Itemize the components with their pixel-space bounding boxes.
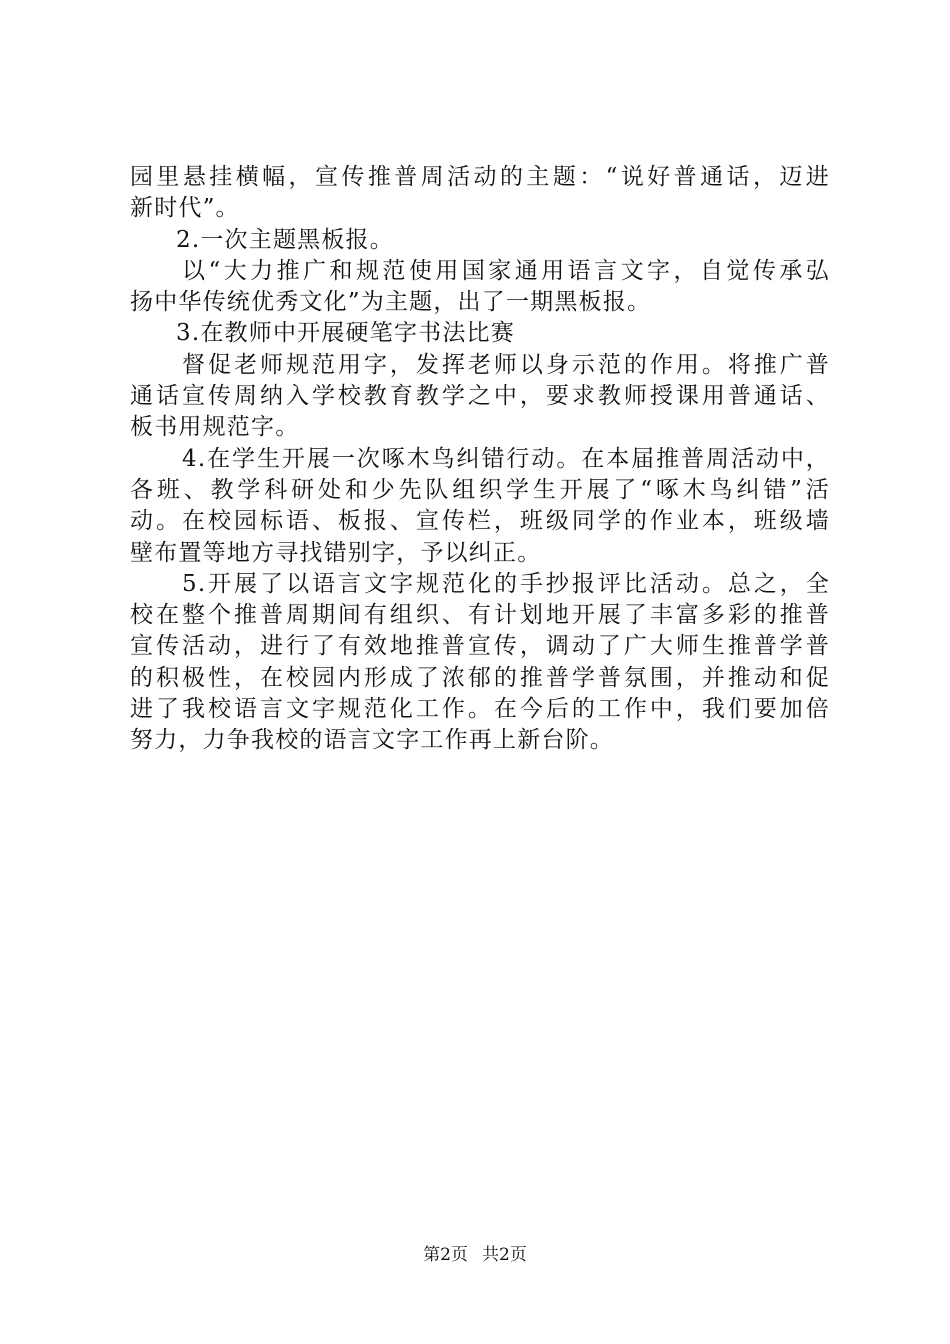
paragraph-line: 壁布置等地方寻找错别字，予以纠正。 xyxy=(130,539,542,566)
list-heading: 3.在教师中开展硬笔字书法比赛 xyxy=(176,320,515,347)
paragraph-line: 督促老师规范用字，发挥老师以身示范的作用。将推广普 xyxy=(182,351,830,378)
paragraph-line: 动。在校园标语、板报、宣传栏，班级同学的作业本，班级墙 xyxy=(130,508,830,535)
paragraph-line: 扬中华传统优秀文化”为主题，出了一期黑板报。 xyxy=(130,289,652,316)
paragraph-line: 校在整个推普周期间有组织、有计划地开展了丰富多彩的推普 xyxy=(130,602,830,629)
list-heading: 2.一次主题黑板报。 xyxy=(176,226,394,253)
page-number: 第2页 xyxy=(423,1245,468,1265)
paragraph-line: 进了我校语言文字规范化工作。在今后的工作中，我们要加倍 xyxy=(130,696,830,723)
paragraph-line: 园里悬挂横幅，宣传推普周活动的主题：“说好普通话，迈进 xyxy=(130,164,830,190)
page-footer xyxy=(0,1240,950,1265)
list-heading: 5.开展了以语言文字规范化的手抄报评比活动。总之，全 xyxy=(182,570,830,597)
document-body xyxy=(130,162,830,757)
paragraph-line: 板书用规范字。 xyxy=(130,414,300,441)
page-total: 共2页 xyxy=(482,1245,527,1265)
paragraph-line: 各班、教学科研处和少先队组织学生开展了“啄木鸟纠错”活 xyxy=(130,476,830,503)
paragraph-line: 宣传活动，进行了有效地推普宣传，调动了广大师生推普学普 xyxy=(130,633,830,660)
paragraph-line: 通话宣传周纳入学校教育教学之中，要求教师授课用普通话、 xyxy=(130,383,830,410)
paragraph-line: 的积极性，在校园内形成了浓郁的推普学普氛围，并推动和促 xyxy=(130,664,830,691)
list-heading: 4.在学生开展一次啄木鸟纠错行动。在本届推普周活动中， xyxy=(182,445,830,472)
paragraph-line: 新时代”。 xyxy=(130,195,240,222)
paragraph-line: 努力，力争我校的语言文字工作再上新台阶。 xyxy=(130,727,614,754)
paragraph-line: 以“大力推广和规范使用国家通用语言文字，自觉传承弘 xyxy=(182,257,830,284)
